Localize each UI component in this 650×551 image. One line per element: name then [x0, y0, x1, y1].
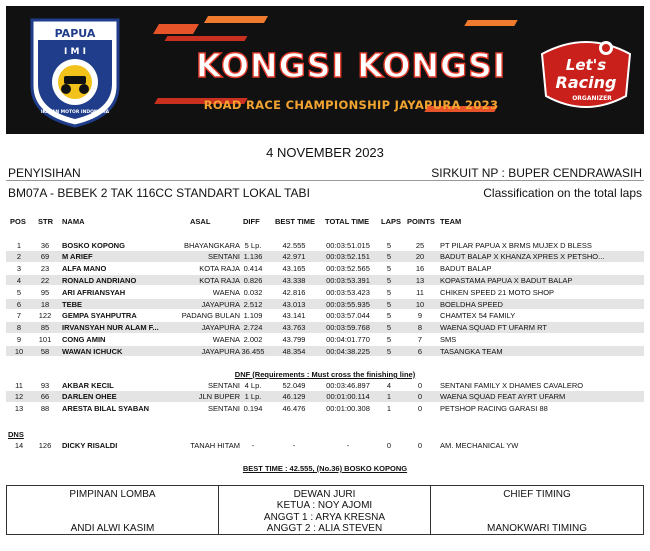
cell-diff: -: [251, 441, 255, 450]
col-best-time: BEST TIME: [275, 217, 316, 226]
cell-str: 101: [38, 334, 52, 344]
cell-total-time: 00:04:38.225: [326, 346, 370, 356]
cell-diff: 0.826: [243, 275, 263, 285]
cell-total-time: 00:04:01.770: [326, 334, 370, 344]
cell-asal: SENTANI: [208, 252, 240, 262]
event-title: KONGSI KONGSI: [195, 46, 507, 85]
cell-team: WAENA SQUAD FEAT AYRT UFARM: [440, 392, 566, 402]
cell-team: PT PILAR PAPUA X BRMS MUJEX D BLESS: [440, 240, 592, 250]
signature-title: PIMPINAN LOMBA: [69, 489, 156, 500]
cell-nama: M ARIEF: [62, 252, 93, 262]
cell-team: PETSHOP RACING GARASI 88: [440, 404, 548, 414]
cell-str: 95: [40, 287, 50, 297]
cell-points: 6: [417, 346, 423, 356]
cell-team: KOPASTAMA PAPUA X BADUT BALAP: [440, 275, 573, 285]
cell-total-time: 00:03:46.897: [326, 380, 370, 390]
cell-asal: PADANG BULAN: [181, 311, 240, 321]
signature-title: DEWAN JURI: [293, 489, 356, 500]
cell-str: 122: [38, 311, 52, 321]
cell-team: CHIKEN SPEED 21 MOTO SHOP: [440, 287, 555, 297]
cell-laps: 5: [386, 287, 392, 297]
cell-asal: SENTANI: [208, 380, 240, 390]
svg-text:ORGANIZER: ORGANIZER: [572, 95, 612, 102]
cell-points: 11: [416, 287, 424, 297]
cell-laps: 5: [386, 311, 392, 321]
cell-pos: 9: [16, 334, 22, 344]
cell-nama: IRVANSYAH NUR ALAM F...: [62, 323, 159, 333]
banner-shard: [165, 36, 248, 41]
cell-pos: 4: [16, 275, 22, 285]
svg-text:IKATAN MOTOR INDONESIA: IKATAN MOTOR INDONESIA: [40, 110, 110, 115]
session-name: PENYISIHAN: [8, 166, 81, 180]
signature-name: MANOKWARI TIMING: [487, 523, 587, 534]
cell-pos: 1: [16, 240, 22, 250]
cell-laps: 5: [386, 240, 392, 250]
cell-str: 23: [40, 264, 50, 274]
cell-diff: 1 Lp.: [244, 392, 262, 402]
cell-asal: WAENA: [212, 334, 240, 344]
cell-best-time: -: [292, 441, 296, 450]
cell-str: 69: [40, 252, 50, 262]
event-subtitle: ROAD RACE CHAMPIONSHIP JAYAPURA 2023: [203, 98, 499, 112]
cell-diff: 1.136: [243, 252, 263, 262]
cell-team: TASANGKA TEAM: [440, 346, 503, 356]
cell-str: 93: [40, 380, 50, 390]
cell-laps: 5: [386, 252, 392, 262]
cell-laps: 5: [386, 346, 392, 356]
banner-shard: [153, 24, 199, 34]
classification-note: Classification on the total laps: [483, 186, 642, 200]
signature-jury: [219, 486, 431, 534]
cell-best-time: 43.338: [282, 275, 306, 285]
cell-total-time: 00:03:57.044: [326, 311, 370, 321]
cell-diff: 1.109: [243, 311, 263, 321]
cell-nama: ALFA MANO: [62, 264, 107, 274]
svg-text:Racing: Racing: [555, 73, 617, 92]
cell-total-time: -: [346, 441, 350, 450]
cell-pos: 7: [16, 311, 22, 321]
cell-points: 20: [415, 252, 425, 262]
signature-race-director: [7, 486, 219, 534]
cell-nama: ARESTA BILAL SYABAN: [62, 404, 150, 414]
cell-asal: TANAH HITAM: [190, 441, 240, 450]
cell-diff: 2.512: [243, 299, 263, 309]
cell-laps: 1: [386, 404, 392, 414]
cell-asal: JAYAPURA: [201, 299, 240, 309]
jury-chair: KETUA : NOY AJOMI: [276, 500, 373, 511]
cell-team: BOELDHA SPEED: [440, 299, 503, 309]
cell-nama: TEBE: [62, 299, 83, 309]
cell-nama: DICKY RISALDI: [62, 441, 118, 450]
signature-chief-timing: [431, 486, 643, 534]
best-time-summary: BEST TIME : 42.555, (No.36) BOSKO KOPONG: [242, 464, 408, 473]
cell-total-time: 00:03:52.565: [326, 264, 370, 274]
dnf-heading: DNF (Requirements : Must cross the finishing line): [234, 370, 416, 379]
cell-best-time: 43.763: [282, 323, 306, 333]
cell-laps: 4: [386, 380, 392, 390]
cell-str: 18: [40, 299, 50, 309]
cell-str: 85: [40, 323, 50, 333]
cell-points: 0: [417, 441, 423, 450]
imi-papua-logo: [28, 16, 122, 128]
cell-laps: 5: [386, 334, 392, 344]
cell-nama: DARLEN OHEE: [62, 392, 117, 402]
cell-str: 88: [40, 404, 50, 414]
cell-nama: BOSKO KOPONG: [62, 240, 125, 250]
jury-member-1: ANGGT 1 : ARYA KRESNA: [263, 511, 386, 523]
cell-nama: ARI AFRIANSYAH: [62, 287, 126, 297]
col-asal: ASAL: [190, 217, 211, 226]
banner-shard: [204, 16, 268, 23]
cell-asal: SENTANI: [208, 404, 240, 414]
cell-points: 16: [415, 264, 425, 274]
signature-title: CHIEF TIMING: [503, 489, 571, 500]
cell-asal: JLN BUPER: [198, 392, 240, 402]
cell-nama: GEMPA SYAHPUTRA: [62, 311, 137, 321]
cell-diff: 36.455: [241, 346, 265, 356]
cell-nama: AKBAR KECIL: [62, 380, 114, 390]
cell-pos: 8: [16, 323, 22, 333]
race-date: 4 NOVEMBER 2023: [266, 145, 384, 160]
cell-team: BADUT BALAP: [440, 264, 492, 274]
cell-diff: 4 Lp.: [244, 380, 262, 390]
svg-text:I M I: I M I: [64, 47, 86, 57]
cell-diff: 2.002: [243, 334, 263, 344]
svg-text:PAPUA: PAPUA: [54, 27, 96, 40]
cell-nama: RONALD ANDRIANO: [62, 275, 137, 285]
cell-team: BADUT BALAP X KHANZA XPRES X PETSHO...: [440, 252, 605, 262]
cell-best-time: 52.049: [282, 380, 306, 390]
cell-diff: 0.032: [243, 287, 263, 297]
cell-best-time: 43.799: [282, 334, 306, 344]
cell-best-time: 48.354: [282, 346, 306, 356]
cell-nama: WAWAN ICHUCK: [62, 346, 123, 356]
cell-team: SMS: [440, 334, 457, 344]
class-name: BM07A - BEBEK 2 TAK 116CC STANDART LOKAL TABI: [8, 186, 310, 200]
cell-laps: 5: [386, 275, 392, 285]
cell-pos: 11: [15, 380, 23, 390]
cell-pos: 12: [14, 392, 24, 402]
cell-best-time: 43.013: [282, 299, 306, 309]
cell-pos: 6: [16, 299, 22, 309]
cell-team: WAENA SQUAD FT UFARM RT: [440, 323, 547, 333]
cell-pos: 13: [14, 404, 24, 414]
svg-text:Let's: Let's: [565, 56, 607, 74]
cell-str: 36: [40, 240, 50, 250]
signature-table: [6, 485, 644, 535]
cell-asal: JAYAPURA: [201, 346, 240, 356]
event-banner: [6, 6, 644, 134]
cell-asal: KOTA RAJA: [199, 275, 240, 285]
cell-asal: WAENA: [212, 287, 240, 297]
cell-total-time: 00:03:55.935: [326, 299, 370, 309]
cell-diff: 0.414: [243, 264, 263, 274]
cell-diff: 0.194: [243, 404, 263, 414]
cell-best-time: 42.971: [282, 252, 306, 262]
header-divider: [6, 180, 644, 181]
col-team: TEAM: [440, 217, 462, 226]
cell-diff: 5 Lp.: [244, 240, 262, 250]
cell-team: AM. MECHANICAL YW: [440, 441, 519, 450]
cell-str: 22: [40, 275, 50, 285]
cell-best-time: 46.476: [282, 404, 306, 414]
cell-pos: 10: [14, 346, 24, 356]
lets-racing-logo: [536, 34, 636, 116]
cell-best-time: 43.141: [282, 311, 306, 321]
dns-heading: DNS: [8, 430, 24, 439]
cell-asal: BHAYANGKARA: [184, 240, 240, 250]
cell-team: SENTANI FAMILY X DHAMES CAVALERO: [440, 380, 584, 390]
cell-total-time: 00:03:52.151: [326, 252, 370, 262]
cell-asal: KOTA RAJA: [199, 264, 240, 274]
cell-total-time: 00:03:53.391: [326, 275, 370, 285]
cell-pos: 14: [14, 441, 24, 450]
cell-total-time: 00:03:53.423: [326, 287, 370, 297]
cell-str: 66: [40, 392, 50, 402]
cell-best-time: 46.129: [282, 392, 306, 402]
cell-laps: 5: [386, 323, 392, 333]
cell-str: 58: [40, 346, 50, 356]
cell-points: 9: [417, 311, 423, 321]
col-pos: POS: [10, 217, 26, 226]
cell-best-time: 42.555: [282, 240, 306, 250]
col-laps: LAPS: [381, 217, 402, 226]
cell-pos: 2: [16, 252, 22, 262]
cell-laps: 1: [386, 392, 392, 402]
cell-str: 126: [38, 441, 52, 450]
signature-name: ANDI ALWI KASIM: [70, 523, 155, 534]
cell-points: 10: [415, 299, 425, 309]
cell-diff: 2.724: [243, 323, 263, 333]
cell-points: 0: [417, 380, 423, 390]
col-diff: DIFF: [243, 217, 260, 226]
cell-points: 25: [415, 240, 425, 250]
cell-total-time: 00:01:00.308: [326, 404, 370, 414]
cell-asal: JAYAPURA: [201, 323, 240, 333]
cell-points: 7: [417, 334, 423, 344]
cell-pos: 5: [16, 287, 22, 297]
cell-laps: 5: [386, 299, 392, 309]
col-nama: NAMA: [62, 217, 85, 226]
cell-team: CHAMTEX 54 FAMILY: [440, 311, 516, 321]
cell-total-time: 00:03:51.015: [326, 240, 370, 250]
cell-total-time: 00:03:59.768: [326, 323, 370, 333]
col-str: STR: [38, 217, 53, 226]
cell-laps: 5: [386, 264, 392, 274]
cell-pos: 3: [16, 264, 22, 274]
cell-best-time: 43.165: [282, 264, 306, 274]
cell-points: 8: [417, 323, 423, 333]
cell-laps: 0: [386, 441, 392, 450]
col-total-time: TOTAL TIME: [325, 217, 370, 226]
cell-best-time: 42.816: [282, 287, 306, 297]
cell-nama: CONG AMIN: [62, 334, 106, 344]
circuit-name: SIRKUIT NP : BUPER CENDRAWASIH: [431, 166, 642, 180]
banner-shard: [464, 20, 517, 26]
cell-points: 0: [417, 404, 423, 414]
cell-total-time: 00:01:00.114: [326, 392, 370, 402]
col-points: POINTS: [407, 217, 435, 226]
cell-points: 13: [415, 275, 425, 285]
cell-points: 0: [417, 392, 423, 402]
jury-member-2: ANGGT 2 : ALIA STEVEN: [266, 523, 383, 534]
